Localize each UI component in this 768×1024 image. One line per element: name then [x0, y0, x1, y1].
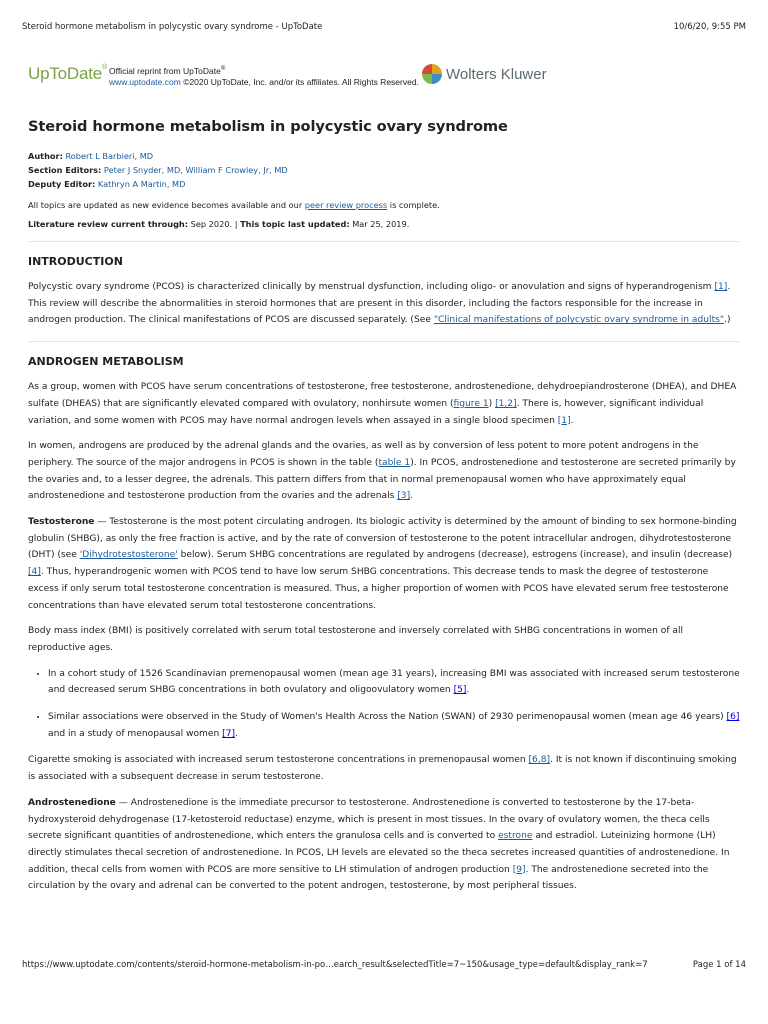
- literature-review-line: [28, 219, 740, 229]
- reference-link[interactable]: [4]: [28, 567, 41, 578]
- text-run: . There is, however, significant individual variation, and some women with PCOS may have normal androgen levels when assayed in a single blood specimen: [28, 398, 704, 426]
- text-run: and in a study of menopausal women: [48, 728, 223, 739]
- deputy-editor-link[interactable]: Kathryn A Martin, MD: [97, 179, 186, 189]
- uptodate-logo[interactable]: UpToDate®: [28, 64, 107, 83]
- reference-link[interactable]: [5]: [453, 685, 467, 696]
- section-heading-introduction: INTRODUCTION: [28, 255, 123, 268]
- article-meta: [28, 149, 740, 191]
- article-content: [28, 118, 740, 904]
- reference-link[interactable]: [3]: [397, 491, 411, 502]
- section-heading-androgen-metabolism: ANDROGEN METABOLISM: [28, 355, 184, 369]
- updated-label: This topic last updated:: [240, 219, 350, 229]
- testosterone-label: Testosterone: [28, 517, 95, 528]
- deputy-editor-line: [28, 177, 740, 191]
- page-number: Page 1 of 14: [692, 960, 746, 970]
- dihydrotestosterone-link[interactable]: 'Dihydrotestosterone': [79, 550, 178, 561]
- peer-review-link[interactable]: peer review process: [304, 200, 388, 210]
- brand-row: [28, 62, 748, 94]
- section-editors-line: [28, 163, 740, 177]
- text-run: Polycystic ovary syndrome (PCOS) is characterized clinically by menstrual dysfunction, including oligo- or anovulation and signs of hyperandrogenism: [28, 282, 715, 292]
- print-header-datetime: 10/6/20, 9:55 PM: [673, 22, 746, 32]
- list-item: [48, 666, 740, 699]
- text-run: In women, androgens are produced by the adrenal glands and the ovaries, as well as by conversion of less potent to more potent androgens in the periphery. The source of the major androgens in PCOS is shown in the table (: [28, 441, 699, 468]
- reference-link[interactable]: [6,8]: [528, 755, 551, 766]
- text-run: .: [235, 728, 238, 739]
- text-run: . The androstenedione secreted into the circulation by the ovary and adrenal can be converted to the potent androgen, testosterone, by most peripheral tissues.: [28, 864, 709, 892]
- site-link[interactable]: www.uptodate.com: [109, 76, 181, 87]
- update-note-suffix: is complete.: [387, 200, 440, 210]
- androgen-paragraph-2: [28, 438, 740, 505]
- reference-link[interactable]: [7]: [222, 728, 236, 739]
- deputy-editor-label: Deputy Editor:: [28, 179, 96, 189]
- figure-1-link[interactable]: figure 1: [453, 398, 489, 409]
- text-run: .: [570, 415, 574, 426]
- updated-value: Mar 25, 2019.: [349, 219, 410, 229]
- reference-link[interactable]: [1]: [714, 282, 728, 292]
- text-run: As a group, women with PCOS have serum concentrations of testosterone, free testosterone, androstenedione, dehydroepiandrosterone (DHEA), and DHEA sulfate (DHEAS) that are significantly elevated compared with ovulatory, nonhirsute women (: [28, 382, 737, 409]
- list-item: [48, 709, 740, 742]
- lit-separator: |: [232, 219, 241, 229]
- author-label: Author:: [28, 151, 63, 161]
- section-editors-label: Section Editors:: [28, 165, 102, 175]
- lit-label: Literature review current through:: [28, 219, 189, 229]
- text-run: Cigarette smoking is associated with increased serum testosterone concentrations in premenopausal women: [28, 755, 529, 766]
- wolters-kluwer-globe-icon: [422, 64, 442, 84]
- reprint-line: Official reprint from UpToDate: [109, 65, 221, 76]
- bmi-bullet-list: [28, 666, 740, 743]
- bmi-paragraph: Body mass index (BMI) is positively correlated with serum total testosterone and inversely correlated with SHBG concentrations in women of all reproductive ages.: [28, 626, 684, 653]
- uptodate-logo-text: UpToDate: [28, 64, 102, 83]
- text-run: .: [466, 685, 470, 696]
- text-run: . It is not known if discontinuing smoking is associated with a subsequent decrease in serum testosterone.: [28, 755, 737, 783]
- estrone-link[interactable]: estrone: [498, 831, 533, 842]
- reference-link[interactable]: [9]: [512, 864, 526, 875]
- androgen-paragraph-1: [28, 379, 740, 429]
- text-run: — Androstenedione is the immediate precursor to testosterone. Androstenedione is converted to testosterone by the 17-beta-hydroxysteroid dehydrogenase (17-ketosteroid reductase) enzyme, which is present in most tissues. In the ovary of ovulatory women, the theca cells secrete significant quantities of androstenedione, which enters the granulosa cells and is converted to: [28, 797, 710, 842]
- text-run: Similar associations were observed in the Study of Women's Health Across the Nation (SWAN) of 2930 perimenopausal women (mean age 46 years): [48, 712, 727, 723]
- reference-link[interactable]: [1,2]: [495, 398, 517, 409]
- section-editors-link[interactable]: Peter J Snyder, MD, William F Crowley, Jr, MD: [103, 165, 288, 175]
- publisher-name: Wolters Kluwer: [446, 65, 547, 83]
- print-footer: [22, 960, 746, 970]
- author-link[interactable]: Robert L Barbieri, MD: [65, 151, 154, 161]
- divider: [28, 341, 740, 342]
- table-1-link[interactable]: table 1: [378, 457, 411, 468]
- androstenedione-label: Androstenedione: [28, 797, 116, 808]
- text-run: ). In PCOS, androstenedione and testosterone are secreted primarily by the ovaries and, to a lesser degree, the adrenals. This pattern differs from that in normal premenopausal women who have approximately equal androstenedione and testosterone production from the ovaries and the adrenals: [28, 457, 736, 502]
- reference-link[interactable]: [1]: [557, 415, 571, 426]
- copyright-text: ©2020 UpToDate, Inc. and/or its affiliates. All Rights Reserved.: [180, 76, 419, 87]
- intro-paragraph: [28, 279, 740, 329]
- print-header-title: Steroid hormone metabolism in polycystic ovary syndrome - UpToDate: [22, 22, 323, 32]
- update-note: [28, 200, 740, 210]
- update-note-prefix: All topics are updated as new evidence becomes available and our: [28, 200, 305, 210]
- androstenedione-paragraph: [28, 795, 740, 895]
- print-footer-url: https://www.uptodate.com/contents/steroid-hormone-metabolism-in-po…earch_result&selectedTitle=7~150&usage_type=default&display_rank=7: [22, 960, 648, 970]
- testosterone-paragraph: [28, 514, 740, 614]
- text-run: — Testosterone is the most potent circulating androgen. Its biologic activity is determined by the amount of binding to sex hormone-binding globulin (SHBG), as only the free fraction is active, and by the rate of conversion of testosterone to the potent intracellular androgen, dihydrotestosterone (DHT) (see: [28, 517, 737, 561]
- text-run: .: [410, 491, 414, 502]
- text-run: . Thus, hyperandrogenic women with PCOS tend to have low serum SHBG concentrations. This decrease tends to mask the degree of testosterone excess if only serum total testosterone concentration is measured. Thus, a higher proportion of women with PCOS have elevated serum free testosterone concentrations than have elevated serum total testosterone concentrations.: [28, 567, 729, 611]
- reprint-notice: Official reprint from UpToDate® www.uptodate.com ©2020 UpToDate, Inc. and/or its affiliates. All Rights Reserved.: [109, 65, 419, 87]
- text-run: below). Serum SHBG concentrations are regulated by androgens (decrease), estrogens (increase), and insulin (decrease): [177, 550, 733, 561]
- divider: [28, 241, 740, 242]
- smoking-paragraph: [28, 752, 740, 785]
- lit-value: Sep 2020.: [188, 219, 233, 229]
- text-run: In a cohort study of 1526 Scandinavian premenopausal women (mean age 31 years), increasing BMI was associated with increased serum testosterone and decreased serum SHBG concentrations in both ovulatory and oligoovulatory women: [48, 668, 740, 696]
- author-line: [28, 149, 740, 163]
- text-run: and estradiol. Luteinizing hormone (LH) directly stimulates thecal secretion of androstenedione. In PCOS, LH levels are elevated so the theca secretes increased quantities of androstenedione. In addition, thecal cells from women with PCOS are more sensitive to LH stimulation of androgen production: [28, 831, 730, 875]
- reference-link[interactable]: [6]: [726, 712, 740, 723]
- print-header: [22, 22, 746, 32]
- text-run: . This review will describe the abnormalities in steroid hormones that are present in this disorder, including the factors responsible for the increase in androgen production. The clinical manifestations of PCOS are discussed separately. (See: [28, 282, 731, 326]
- text-run: ): [488, 398, 496, 409]
- text-run: .): [724, 315, 731, 326]
- clinical-manifestations-link[interactable]: "Clinical manifestations of polycystic ovary syndrome in adults": [433, 315, 725, 326]
- page-title: Steroid hormone metabolism in polycystic ovary syndrome: [28, 118, 508, 135]
- wolters-kluwer-logo[interactable]: [422, 64, 547, 84]
